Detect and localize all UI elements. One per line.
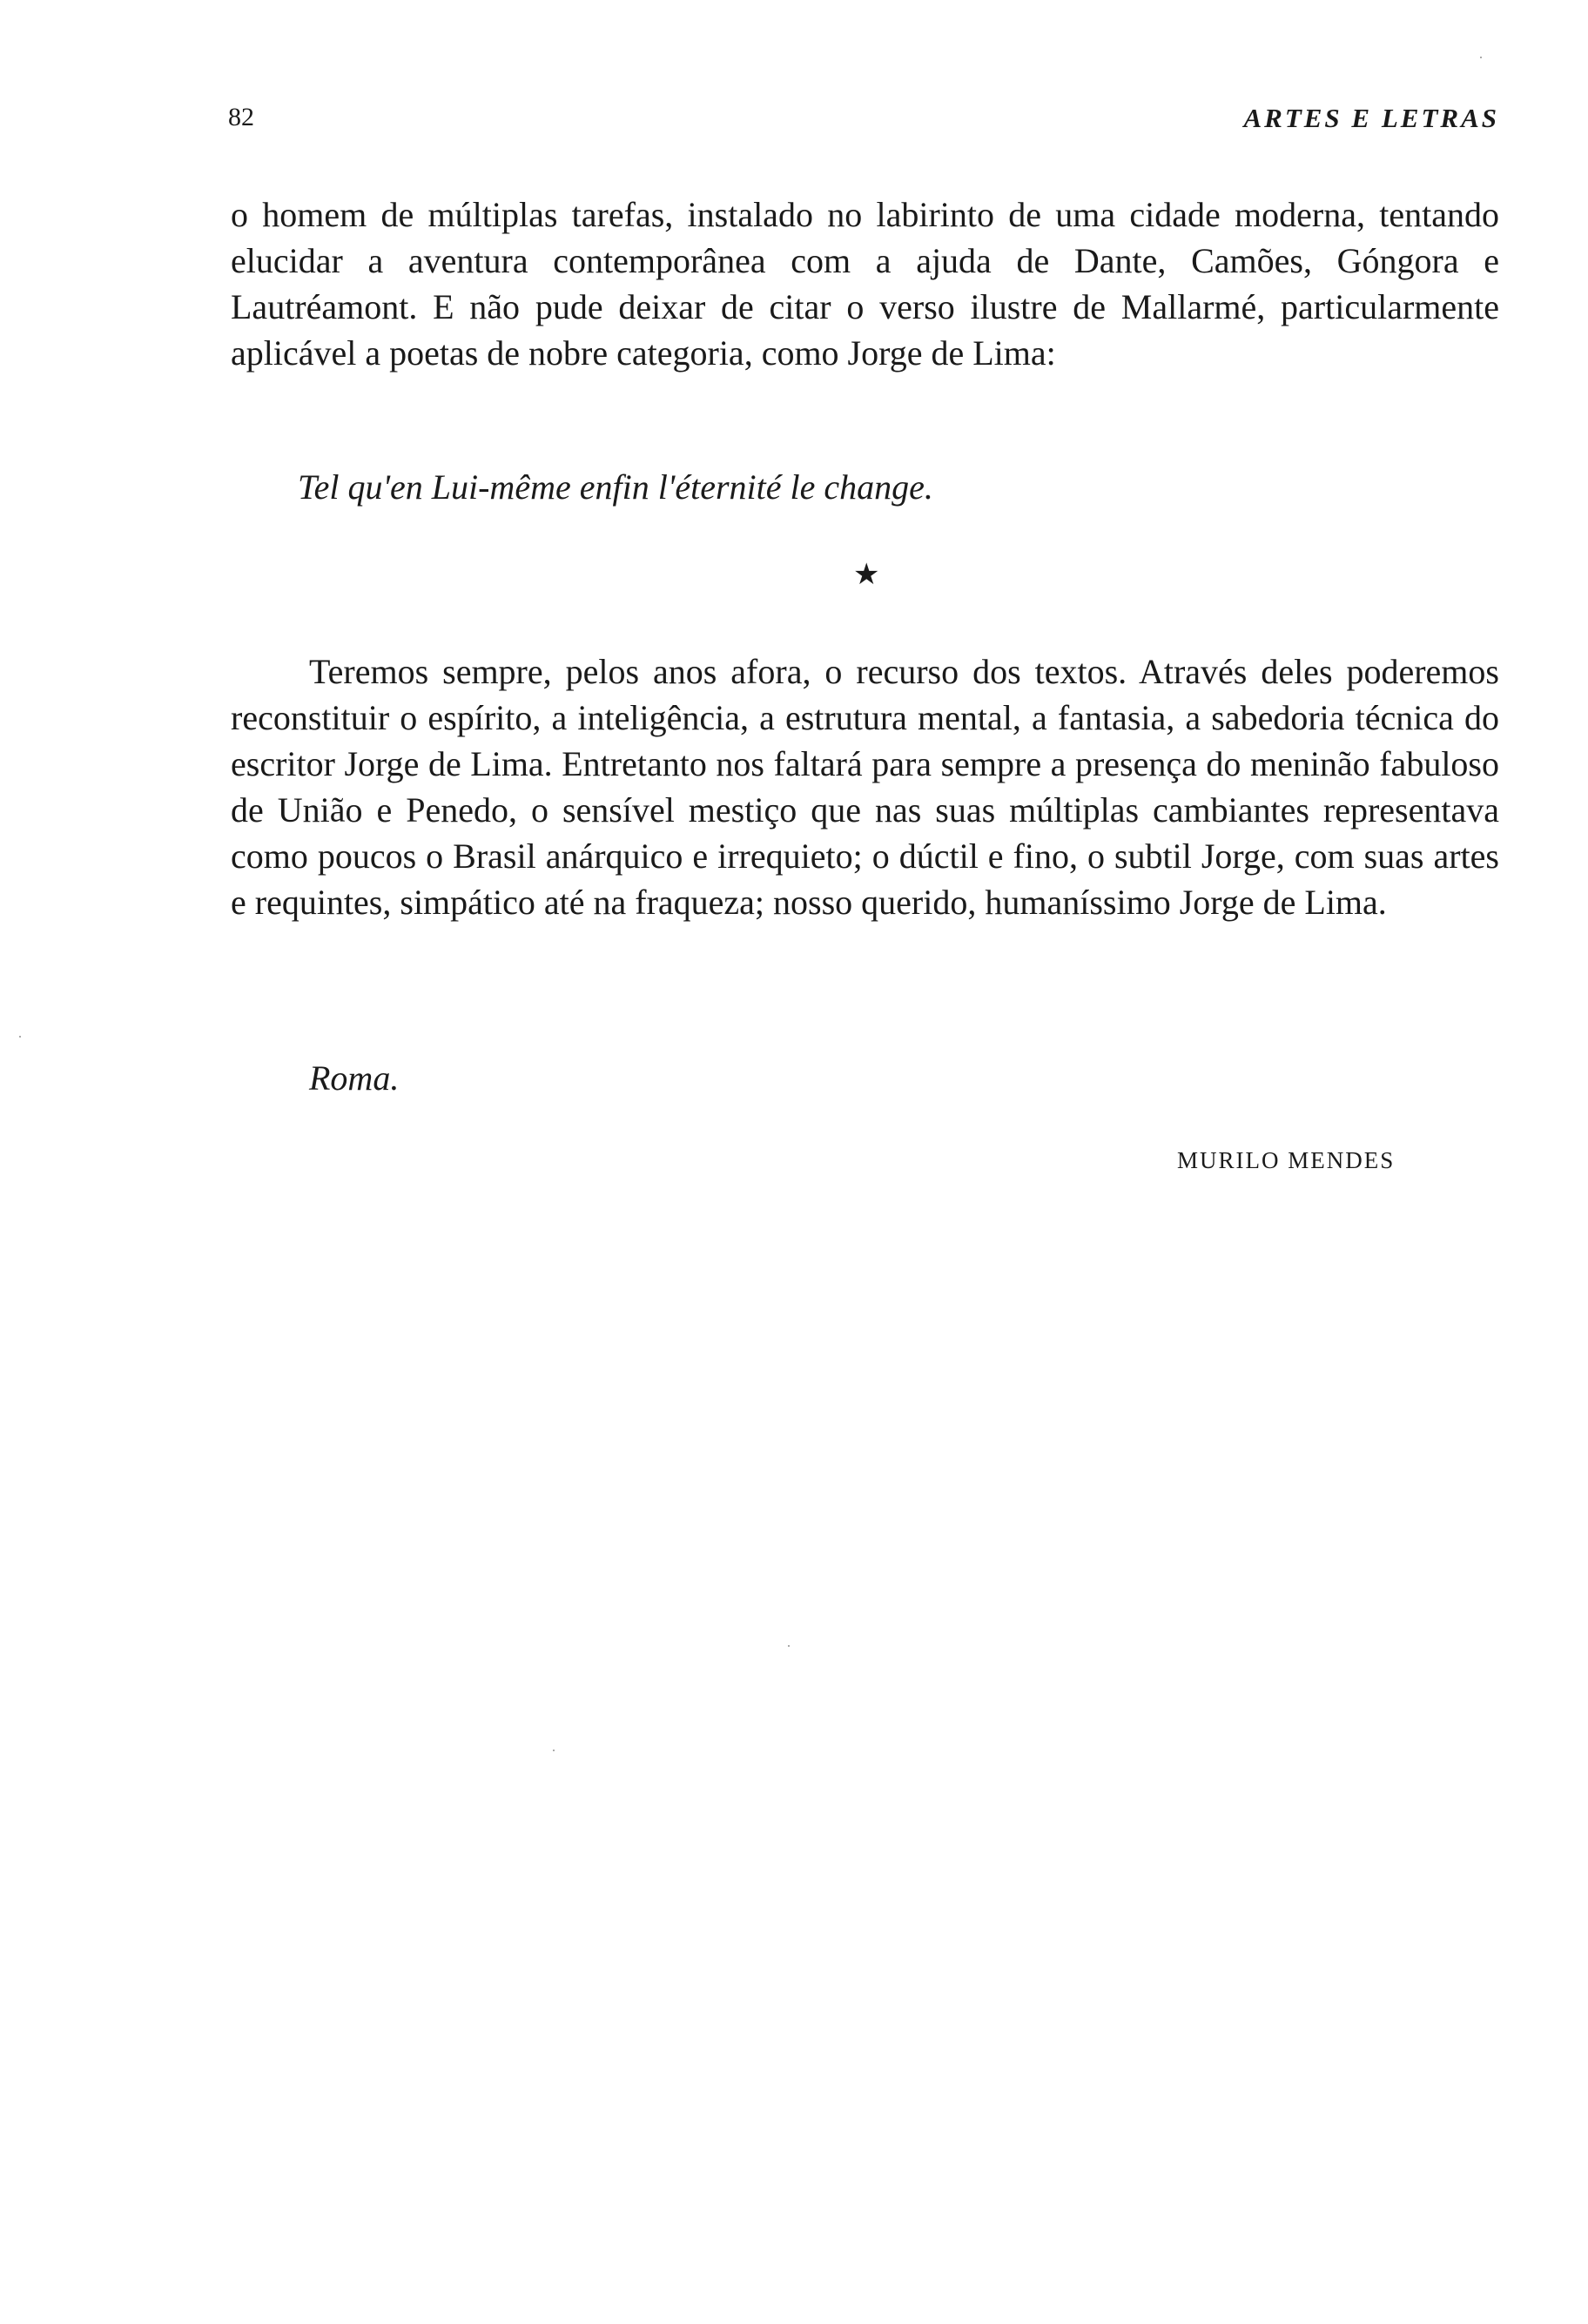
author-signature: MURILO MENDES <box>1177 1147 1396 1173</box>
section-separator-star: ★ <box>853 559 880 591</box>
running-title: ARTES E LETRAS <box>1243 103 1499 133</box>
quotation-mallarme: Tel qu'en Lui-même enfin l'éternité le change. <box>298 467 933 507</box>
place-signoff: Roma. <box>309 1058 400 1098</box>
page-number: 82 <box>228 103 254 131</box>
paragraph-second: Teremos sempre, pelos anos afora, o recurso dos textos. Através deles poderemos reconstituir o espírito, a inteligência, a estrutura mental, a fantasia, a sabedoria técnica do escritor Jorge de Lima. Entretanto nos faltará para sempre a presença do meninão fabuloso de União e Penedo, o sensível mestiço que nas suas múltiplas cambiantes representava como poucos o Brasil anárquico e irrequieto; o dúctil e fino, o subtil Jorge, com suas artes e requintes, simpático até na fraqueza; nosso querido, humaníssimo Jorge de Lima. <box>231 652 1499 922</box>
scan-speck <box>19 1036 21 1038</box>
scan-speck <box>1480 57 1482 58</box>
scan-speck <box>788 1645 790 1647</box>
paragraph-first: o homem de múltiplas tarefas, instalado no labirinto de uma cidade moderna, tentando elucidar a aventura contemporânea com a ajuda de Dante, Camões, Góngora e Lautréamont. E não pude deixar de citar o verso ilustre de Mallarmé, particularmente aplicável a poetas de nobre categoria, como Jorge de Lima: <box>231 195 1499 373</box>
page-header <box>228 103 1499 138</box>
scan-speck <box>553 1750 555 1751</box>
